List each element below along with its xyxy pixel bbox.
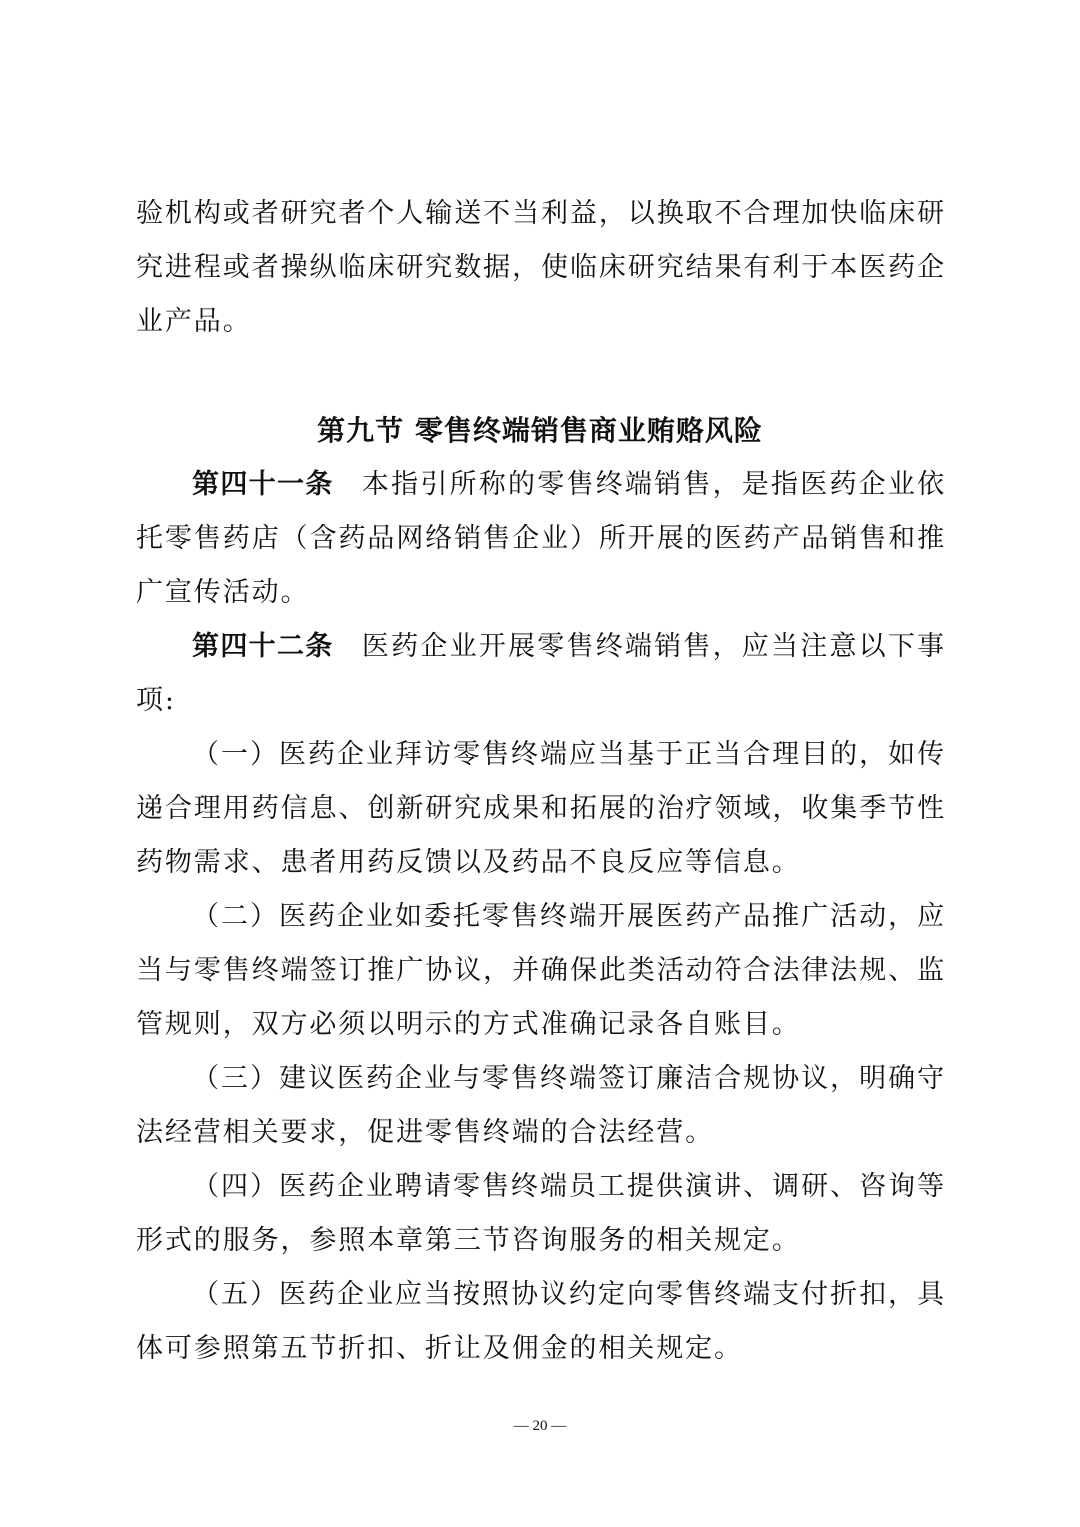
page-number: — 20 — bbox=[513, 1418, 567, 1434]
list-item-1: （一）医药企业拜访零售终端应当基于正当合理目的，如传递合理用药信息、创新研究成果和拓展的治疗领域，收集季节性药物需求、患者用药反馈以及药品不良反应等信息。 bbox=[136, 739, 946, 878]
list-item-2: （二）医药企业如委托零售终端开展医药产品推广活动，应当与零售终端签订推广协议，并确保此类活动符合法律法规、监管规则，双方必须以明示的方式准确记录各自账目。 bbox=[136, 901, 946, 1040]
list-item-4: （四）医药企业聘请零售终端员工提供演讲、调研、咨询等形式的服务，参照本章第三节咨询服务的相关规定。 bbox=[136, 1171, 946, 1256]
article-42 bbox=[136, 620, 946, 728]
section-title: 第九节 零售终端销售商业贿赂风险 bbox=[317, 414, 763, 447]
article-41 bbox=[136, 458, 946, 620]
article-41-text: 本指引所称的零售终端销售，是指医药企业依托零售药店（含药品网络销售企业）所开展的医药产品销售和推广宣传活动。 bbox=[136, 469, 947, 608]
article-42-text: 医药企业开展零售终端销售，应当注意以下事项: bbox=[136, 631, 947, 716]
continuation-paragraph bbox=[136, 187, 946, 349]
article-42-label: 第四十二条 bbox=[192, 631, 334, 662]
list-item-3: （三）建议医药企业与零售终端签订廉洁合规协议，明确守法经营相关要求，促进零售终端的合法经营。 bbox=[136, 1063, 946, 1148]
list-item-5: （五）医药企业应当按照协议约定向零售终端支付折扣，具体可参照第五节折扣、折让及佣金的相关规定。 bbox=[136, 1279, 946, 1364]
continuation-text: 验机构或者研究者个人输送不当利益，以换取不合理加快临床研究进程或者操纵临床研究数据，使临床研究结果有利于本医药企业产品。 bbox=[136, 198, 946, 337]
article-41-label: 第四十一条 bbox=[192, 469, 334, 500]
main-body bbox=[136, 458, 946, 1376]
